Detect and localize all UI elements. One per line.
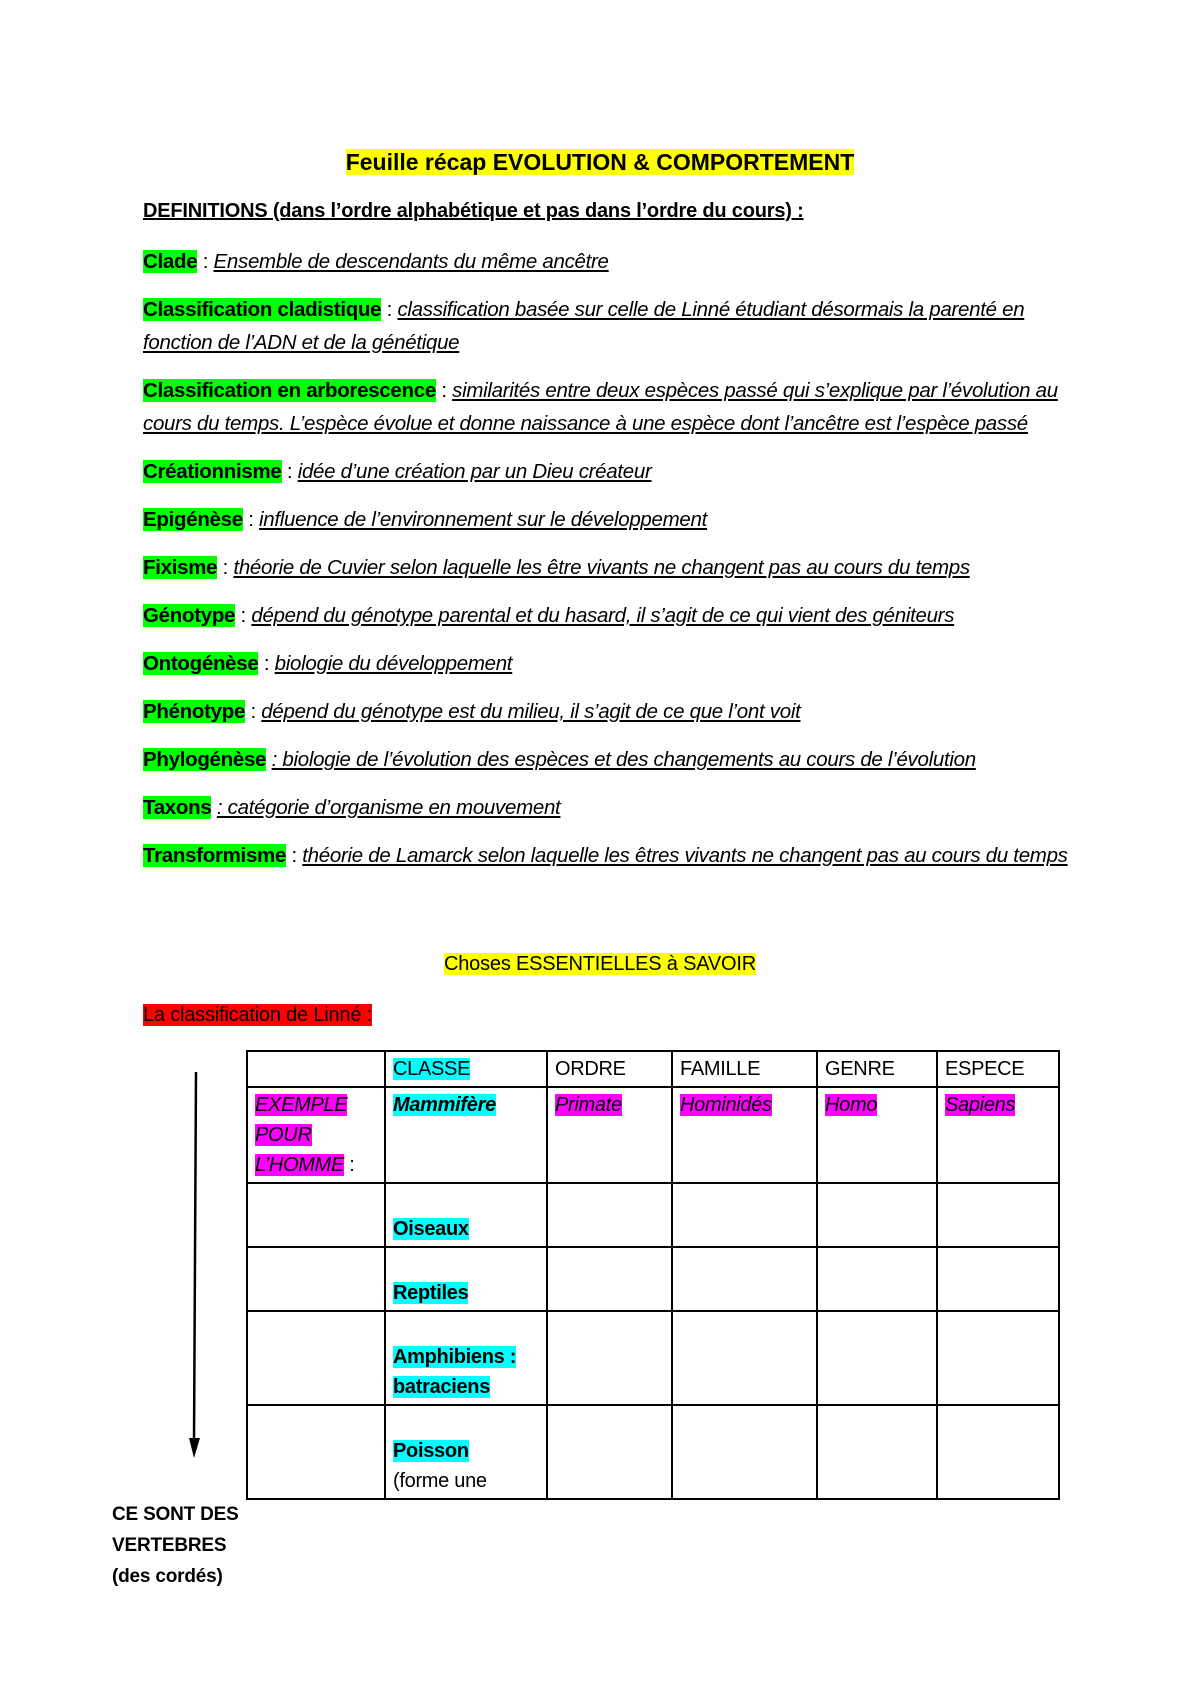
definition-text: théorie de Cuvier selon laquelle les être vivants ne changent pas au cours du temps [233,556,970,579]
table-header-cell: ESPECE [937,1051,1059,1087]
table-row [247,1405,1059,1499]
table-header-row [247,1051,1059,1087]
definition-text: dépend du génotype parental et du hasard, il s’agit de ce qui vient des géniteurs [251,604,955,627]
definitions-heading: DEFINITIONS (dans l’ordre alphabétique et pas dans l’ordre du cours) : [143,200,804,222]
title-text: Feuille récap EVOLUTION & COMPORTEMENT [345,149,855,175]
example-espece: Sapiens [945,1094,1016,1116]
table-cell [817,1087,937,1183]
table-header-cell [247,1051,385,1087]
table-row [247,1183,1059,1247]
table-cell [547,1311,672,1405]
definition-term: Phénotype [143,700,246,723]
definition-term: Classification cladistique [143,298,382,321]
table-cell [247,1183,385,1247]
definition-item [143,743,1068,776]
definition-text: influence de l’environnement sur le développement [259,508,708,531]
table-cell [672,1087,817,1183]
example-classe: Mammifère [393,1094,496,1116]
class-name: Oiseaux [393,1218,469,1240]
table-cell [817,1183,937,1247]
vertebrate-note-line: CE SONT DES [112,1504,239,1525]
definition-item: Classification cladistique : classification basée sur celle de Linné étudiant désormais la parenté en fonction de l’ADN et de la génétique [143,298,1025,354]
table-row [247,1311,1059,1405]
table-cell [817,1311,937,1405]
vertebrate-note-line: (des cordés) [112,1566,223,1587]
definition-item: Clade : Ensemble de descendants du même ancêtre [143,250,609,273]
table-cell [385,1087,547,1183]
essentials-heading [0,953,1200,976]
vertebrate-note-line: VERTEBRES [112,1535,227,1556]
definition-text: : catégorie d’organisme en mouvement [216,796,561,819]
definition-term: Taxons [143,796,212,819]
definition-term: Créationnisme [143,460,282,483]
definition-text: similarités entre deux espèces passé qui s’explique par l’évolution au cours du temps. L’espèce évolue et donne naissance à une espèce dont l’ancêtre est l’espèce passé [143,379,1058,435]
definition-item: Classification en arborescence : similarités entre deux espèces passé qui s’explique par l’évolution au cours du temps. L’espèce évolue et donne naissance à une espèce dont l’ancêtre est l’espèce passé [143,379,1058,435]
table-cell [247,1405,385,1499]
definition-term: Fixisme [143,556,218,579]
table-cell [385,1311,547,1405]
definitions-list [143,245,1068,887]
table-cell [817,1405,937,1499]
class-name: Poisson [393,1440,469,1462]
table-cell [937,1405,1059,1499]
table-cell [672,1183,817,1247]
table-header-cell: FAMILLE [672,1051,817,1087]
table-header-cell: GENRE [817,1051,937,1087]
table-cell [247,1247,385,1311]
class-name: Amphibiens : batraciens [393,1346,517,1398]
table-cell [547,1247,672,1311]
definition-term: Clade [143,250,198,273]
table-cell [937,1311,1059,1405]
definition-item: Créationnisme : idée d’une création par un Dieu créateur [143,460,652,483]
table-cell [547,1183,672,1247]
class-name: Reptiles [393,1282,469,1304]
example-label-cell: EXEMPLE POUR L’HOMME : [247,1087,385,1183]
class-note: (forme une [393,1470,487,1492]
table-cell [547,1405,672,1499]
table-header-cell: ORDRE [547,1051,672,1087]
definition-item [143,791,1068,824]
table-header-cell [385,1051,547,1087]
table-cell [817,1247,937,1311]
table-cell [672,1311,817,1405]
linne-heading-text: La classification de Linné : [143,1004,372,1026]
definition-text: théorie de Lamarck selon laquelle les êtres vivants ne changent pas au cours du temps [302,844,1068,867]
essentials-heading-text: Choses ESSENTIELLES à SAVOIR [444,953,756,975]
example-famille: Hominidés [680,1094,772,1116]
table-cell [247,1311,385,1405]
classification-table [246,1050,1060,1500]
example-ordre: Primate [555,1094,622,1116]
definition-term: Classification en arborescence [143,379,436,402]
table-cell [385,1405,547,1499]
definition-term: Phylogénèse [143,748,267,771]
definition-text: classification basée sur celle de Linné étudiant désormais la parenté en fonction de l’ADN et de la génétique [143,298,1025,354]
table-row-example [247,1087,1059,1183]
table-cell [385,1247,547,1311]
example-label: EXEMPLE POUR L’HOMME [255,1094,348,1176]
definition-term: Transformisme [143,844,287,867]
table-cell [937,1247,1059,1311]
definition-text: biologie du développement [274,652,513,675]
definition-text: : biologie de l’évolution des espèces et des changements au cours de l’évolution [271,748,976,771]
table-cell [672,1405,817,1499]
definition-term: Génotype [143,604,236,627]
definition-item: Ontogénèse : biologie du développement [143,652,513,675]
definition-item: Fixisme : théorie de Cuvier selon laquelle les être vivants ne changent pas au cours du temps [143,556,970,579]
definition-item: Transformisme : théorie de Lamarck selon laquelle les êtres vivants ne changent pas au cours du temps [143,844,1068,867]
definition-item: Génotype : dépend du génotype parental et du hasard, il s’agit de ce qui vient des géniteurs [143,604,955,627]
table-cell [672,1247,817,1311]
definition-text: idée d’une création par un Dieu créateur [297,460,652,483]
down-arrow-icon [186,1070,206,1460]
definition-text: dépend du génotype est du milieu, il s’agit de ce que l’ont voit [261,700,801,723]
table-cell [547,1087,672,1183]
table-cell [937,1183,1059,1247]
example-genre: Homo [825,1094,878,1116]
linne-heading [143,1004,372,1027]
definition-term: Epigénèse [143,508,243,531]
definition-term: Ontogénèse [143,652,259,675]
page-title [0,148,1200,176]
header-classe: CLASSE [393,1058,471,1080]
definition-item: Epigénèse : influence de l’environnement sur le développement [143,508,708,531]
definition-item: Phénotype : dépend du génotype est du milieu, il s’agit de ce que l’ont voit [143,700,801,723]
table-cell [385,1183,547,1247]
table-cell [937,1087,1059,1183]
table-row [247,1247,1059,1311]
definition-text: Ensemble de descendants du même ancêtre [213,250,609,273]
vertebrate-note [112,1499,239,1592]
